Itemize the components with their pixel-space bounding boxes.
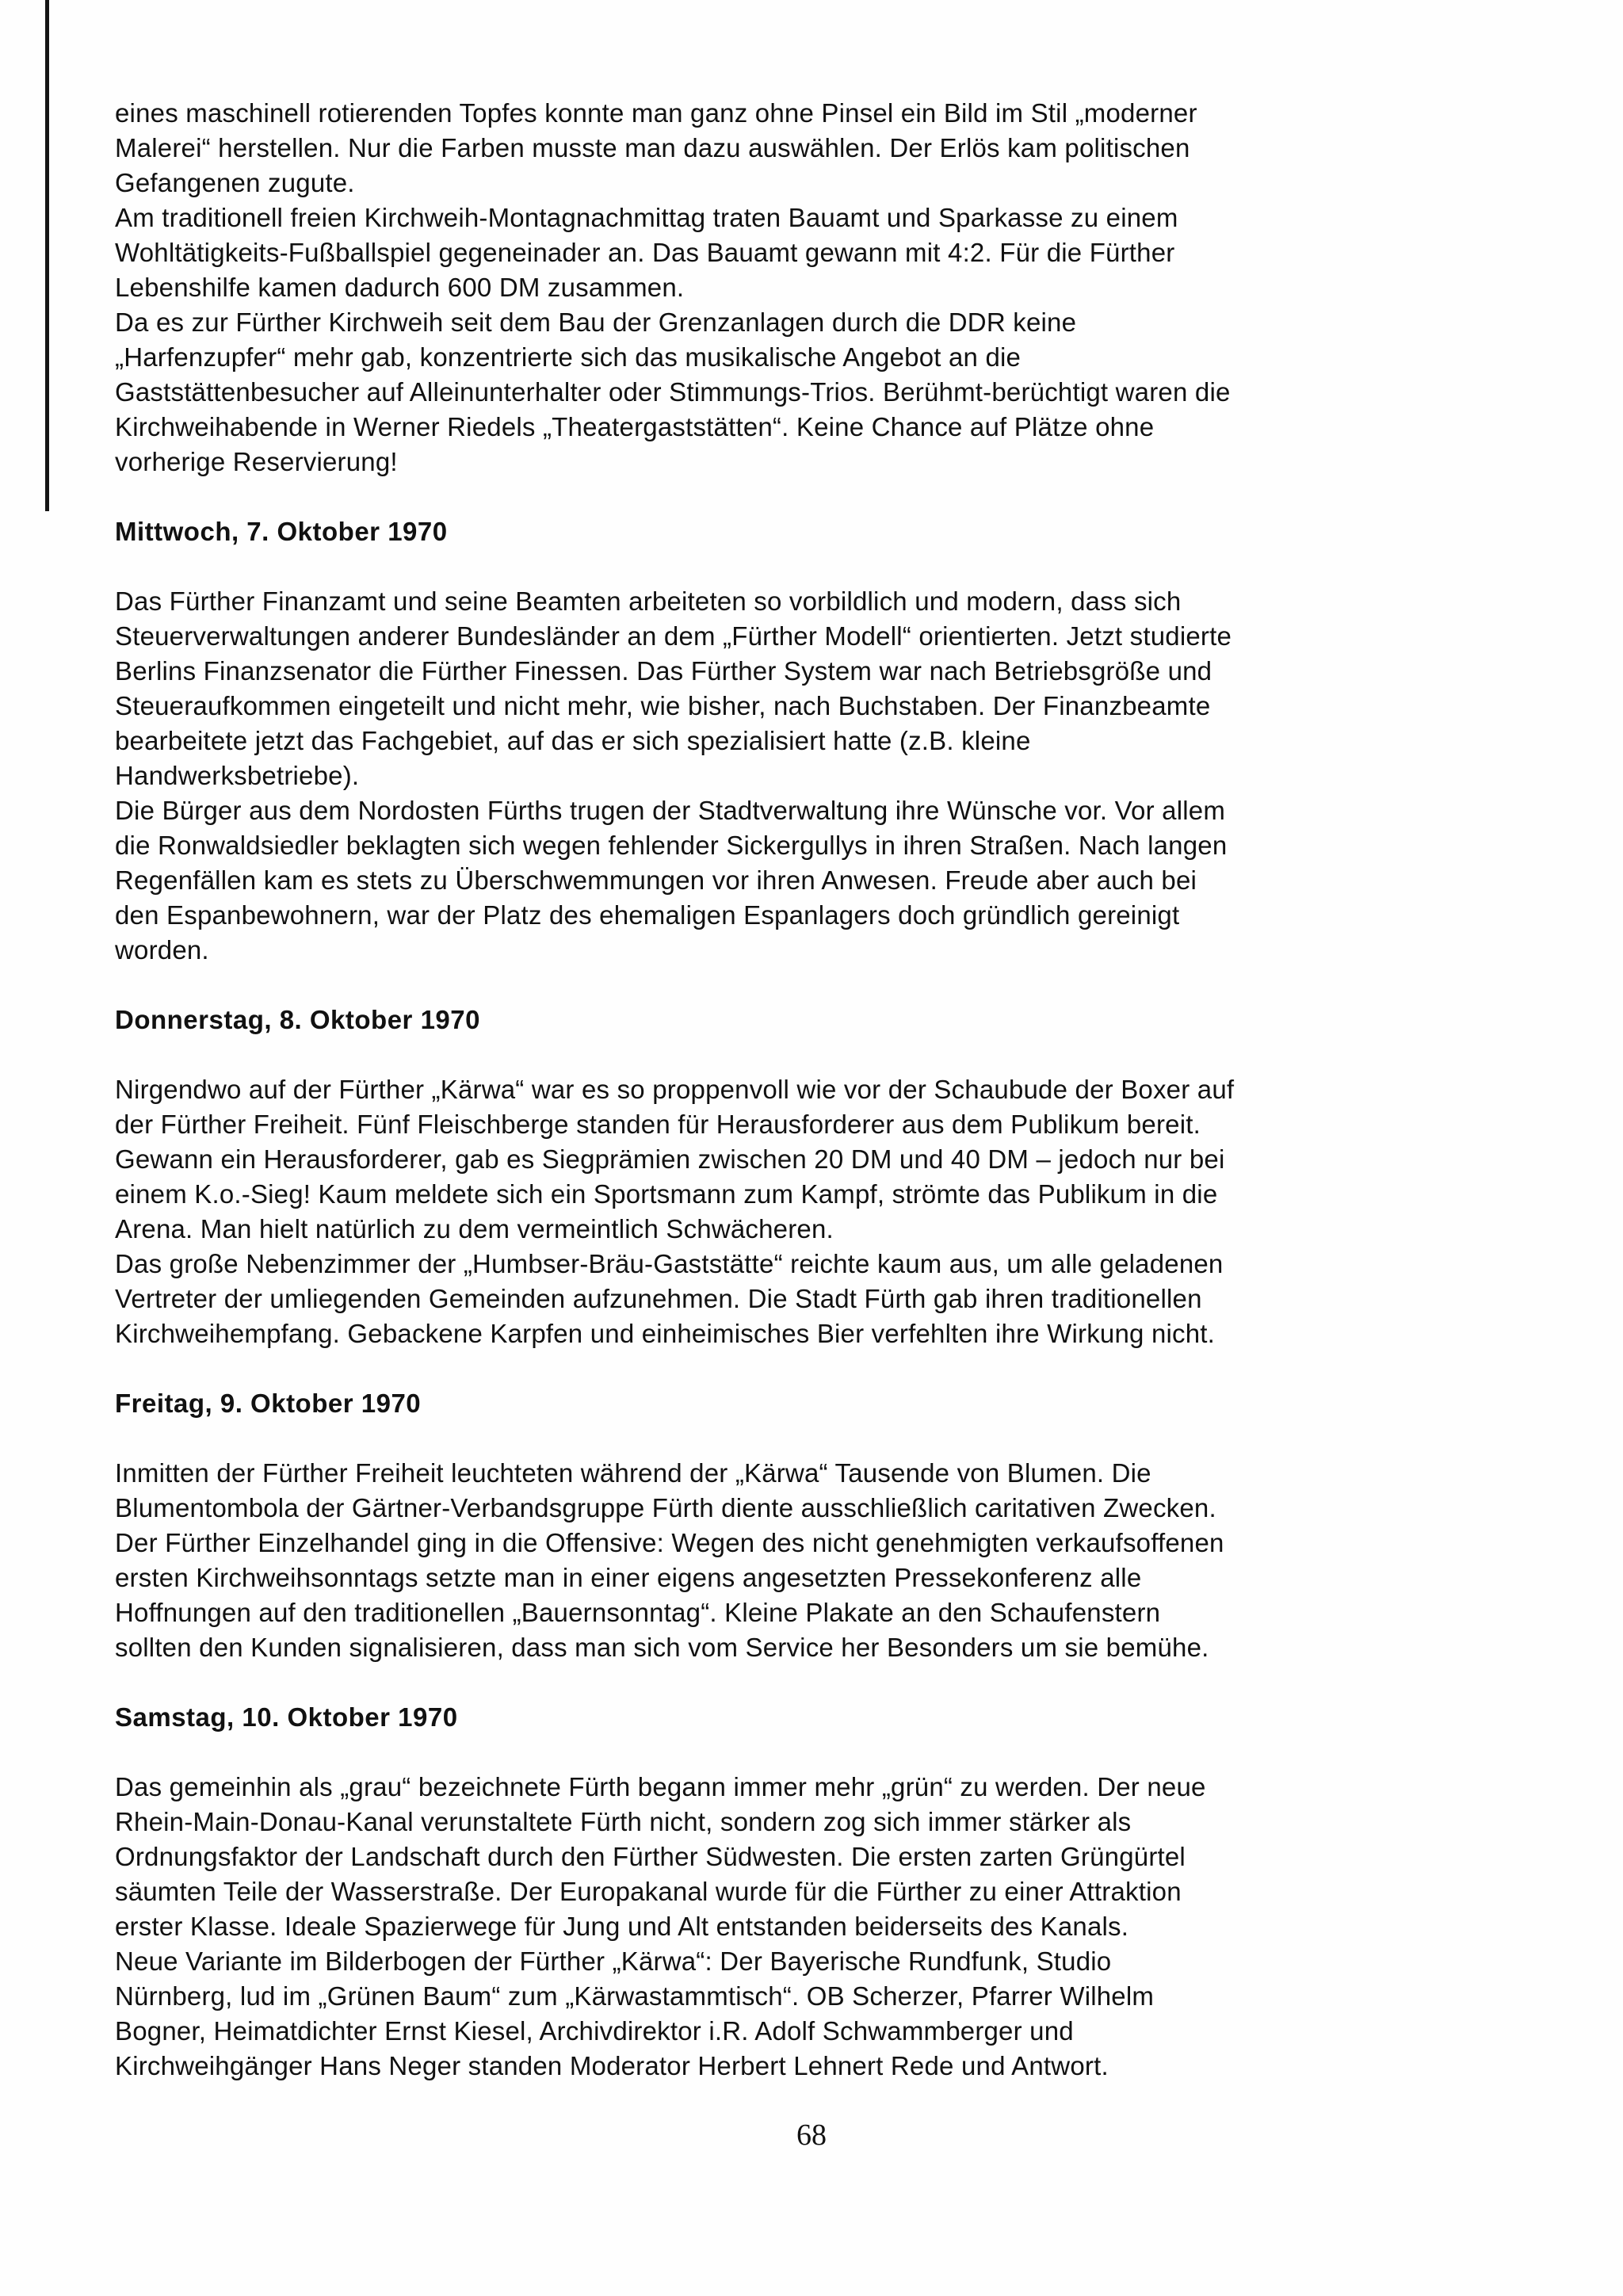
text-line: Da es zur Fürther Kirchweih seit dem Bau der Grenzanlagen durch die DDR keine: [115, 308, 1077, 337]
section-heading: Freitag, 9. Oktober 1970: [115, 1389, 422, 1418]
text-line: „Harfenzupfer“ mehr gab, konzentrierte sich das musikalische Angebot an die: [115, 342, 1022, 372]
text-line: Kirchweihgänger Hans Neger standen Moderator Herbert Lehnert Rede und Antwort.: [115, 2051, 1109, 2080]
text-line: eines maschinell rotierenden Topfes konnte man ganz ohne Pinsel ein Bild im Stil „moderner: [115, 98, 1197, 128]
paragraph: [115, 96, 1522, 479]
section-heading: Mittwoch, 7. Oktober 1970: [115, 517, 448, 546]
text-line: Ordnungsfaktor der Landschaft durch den Fürther Südwesten. Die ersten zarten Grüngürtel: [115, 1842, 1186, 1871]
page-number: 68: [796, 2118, 827, 2152]
document-content: [115, 96, 1522, 2118]
text-line: Steuerverwaltungen anderer Bundesländer an dem „Fürther Modell“ orientierten. Jetzt studierte: [115, 621, 1232, 651]
scan-artifact-line: [45, 0, 49, 511]
paragraph: [115, 1072, 1522, 1351]
text-line: Kirchweihempfang. Gebackene Karpfen und einheimisches Bier verfehlten ihre Wirkung nicht.: [115, 1319, 1216, 1348]
text-line: Arena. Man hielt natürlich zu dem vermeintlich Schwächeren.: [115, 1214, 834, 1244]
text-line: Das gemeinhin als „grau“ bezeichnete Fürth begann immer mehr „grün“ zu werden. Der neue: [115, 1772, 1206, 1801]
text-line: vorherige Reservierung!: [115, 447, 398, 476]
text-line: der Fürther Freiheit. Fünf Fleischberge standen für Herausforderer aus dem Publikum bereit.: [115, 1110, 1201, 1139]
text-line: Bogner, Heimatdichter Ernst Kiesel, Archivdirektor i.R. Adolf Schwammberger und: [115, 2016, 1074, 2046]
text-line: Gewann ein Herausforderer, gab es Siegprämien zwischen 20 DM und 40 DM – jedoch nur bei: [115, 1144, 1225, 1174]
text-line: Gefangenen zugute.: [115, 168, 355, 197]
text-line: Steueraufkommen eingeteilt und nicht mehr, wie bisher, nach Buchstaben. Der Finanzbeamte: [115, 691, 1211, 720]
text-line: Nürnberg, lud im „Grünen Baum“ zum „Kärwastammtisch“. OB Scherzer, Pfarrer Wilhelm: [115, 1981, 1155, 2011]
text-line: bearbeitete jetzt das Fachgebiet, auf das er sich spezialisiert hatte (z.B. kleine: [115, 726, 1031, 755]
section-heading: Samstag, 10. Oktober 1970: [115, 1702, 458, 1732]
text-line: Wohltätigkeits-Fußballspiel gegeneinader an. Das Bauamt gewann mit 4:2. Für die Fürther: [115, 238, 1175, 267]
text-line: erster Klasse. Ideale Spazierwege für Jung und Alt entstanden beiderseits des Kanals.: [115, 1912, 1129, 1941]
text-line: Nirgendwo auf der Fürther „Kärwa“ war es so proppenvoll wie vor der Schaubude der Boxer auf: [115, 1075, 1235, 1104]
text-line: worden.: [115, 935, 209, 965]
text-line: Lebenshilfe kamen dadurch 600 DM zusammen.: [115, 273, 685, 302]
text-line: säumten Teile der Wasserstraße. Der Europakanal wurde für die Fürther zu einer Attraktion: [115, 1877, 1182, 1906]
text-line: Die Bürger aus dem Nordosten Fürths trugen der Stadtverwaltung ihre Wünsche vor. Vor allem: [115, 796, 1226, 825]
text-line: Vertreter der umliegenden Gemeinden aufzunehmen. Die Stadt Fürth gab ihren traditionellen: [115, 1284, 1202, 1313]
paragraph: [115, 1456, 1522, 1665]
paragraph: [115, 584, 1522, 968]
text-line: Das Fürther Finanzamt und seine Beamten arbeiteten so vorbildlich und modern, dass sich: [115, 586, 1182, 616]
text-line: den Espanbewohnern, war der Platz des ehemaligen Espanlagers doch gründlich gereinigt: [115, 900, 1180, 930]
text-line: Rhein-Main-Donau-Kanal verunstaltete Fürth nicht, sondern zog sich immer stärker als: [115, 1807, 1132, 1836]
text-line: Berlins Finanzsenator die Fürther Finessen. Das Fürther System war nach Betriebsgröße und: [115, 656, 1212, 686]
text-line: Kirchweihabende in Werner Riedels „Theatergaststätten“. Keine Chance auf Plätze ohne: [115, 412, 1155, 441]
text-line: sollten den Kunden signalisieren, dass man sich vom Service her Besonders um sie bemühe.: [115, 1633, 1209, 1662]
text-line: Das große Nebenzimmer der „Humbser-Bräu-Gaststätte“ reichte kaum aus, um alle geladenen: [115, 1249, 1224, 1278]
text-line: die Ronwaldsiedler beklagten sich wegen fehlender Sickergullys in ihren Straßen. Nach langen: [115, 831, 1228, 860]
text-line: einem K.o.-Sieg! Kaum meldete sich ein Sportsmann zum Kampf, strömte das Publikum in die: [115, 1179, 1218, 1209]
section-heading: Donnerstag, 8. Oktober 1970: [115, 1005, 480, 1034]
text-line: Regenfällen kam es stets zu Überschwemmungen vor ihren Anwesen. Freude aber auch bei: [115, 865, 1197, 895]
text-line: Handwerksbetriebe).: [115, 761, 360, 790]
text-line: Der Fürther Einzelhandel ging in die Offensive: Wegen des nicht genehmigten verkaufsoffenen: [115, 1528, 1224, 1557]
text-line: Blumentombola der Gärtner-Verbandsgruppe Fürth diente ausschließlich caritativen Zwecken.: [115, 1493, 1216, 1522]
text-line: Gaststättenbesucher auf Alleinunterhalter oder Stimmungs-Trios. Berühmt-berüchtigt waren die: [115, 377, 1231, 407]
text-line: Malerei“ herstellen. Nur die Farben musste man dazu auswählen. Der Erlös kam politischen: [115, 133, 1190, 162]
text-line: ersten Kirchweihsonntags setzte man in einer eigens angesetzten Pressekonferenz alle: [115, 1563, 1142, 1592]
paragraph: [115, 1770, 1522, 2084]
text-line: Hoffnungen auf den traditionellen „Bauernsonntag“. Kleine Plakate an den Schaufenstern: [115, 1598, 1161, 1627]
text-line: Inmitten der Fürther Freiheit leuchteten während der „Kärwa“ Tausende von Blumen. Die: [115, 1458, 1151, 1488]
text-line: Am traditionell freien Kirchweih-Montagnachmittag traten Bauamt und Sparkasse zu einem: [115, 203, 1178, 232]
text-line: Neue Variante im Bilderbogen der Fürther „Kärwa“: Der Bayerische Rundfunk, Studio: [115, 1946, 1112, 1976]
